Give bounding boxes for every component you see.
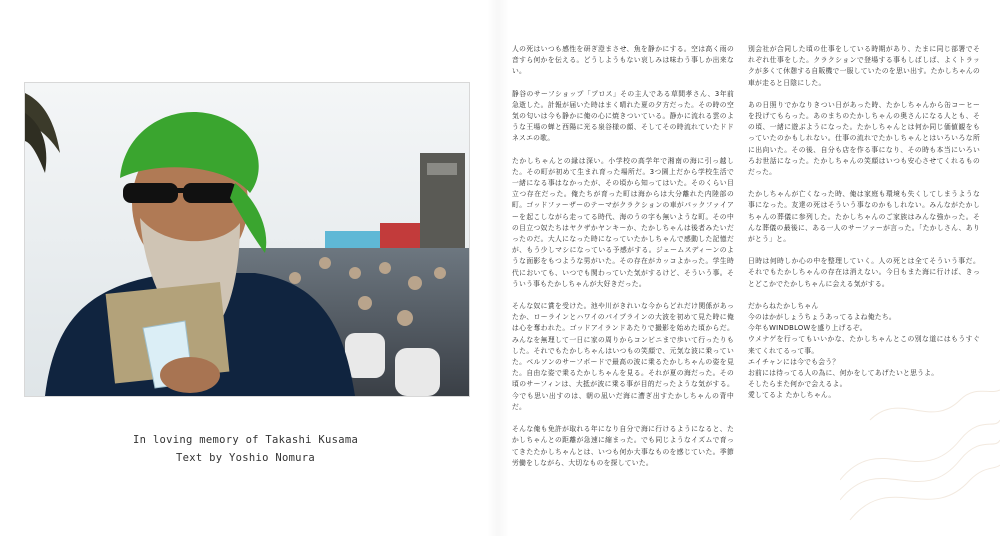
page-gutter (487, 0, 509, 536)
article-column-1 (512, 44, 734, 519)
paragraph: 静谷のサーフショップ「プロス」その主人である草間孝さん、3年前急逝した。計報が届いた時はまく晴れた夏の夕方だった。その時の空気の匂いは今も静かに俺の心に焼きついている。静かに流れる雲のような王場の蝉と西陽に光る泉谷様の顔、そしてその時流れていたドドネスエの歌。 (512, 89, 734, 143)
paragraph: たかしちゃんが亡くなった時、俺は家庭も環境も失くしてしまうような事になった。友達の死はそういう事なのかもしれない。みんながたかしちゃんの葬儀に参列した。たかしちゃんのご家族はみんな強かった。そんな葬儀の最後に、ある一人のサーファーが言った。「たかしさん、ありがとう」と。 (748, 190, 980, 244)
wave-decoration (840, 300, 1000, 530)
paragraph: 別会社が合同した頃の仕事をしている時期があり、たまに同じ部署でそれぞれ仕事をした。クラクションで登場する事もしばしば、よくトラックが多くて休憩する自販機で一服していたのを思い出す。たかしちゃんの車が走ると日陰にした。 (748, 45, 980, 87)
paragraph: そんな俺も免許が取れる年になり自分で海に行けるようになると、たかしちゃんとの距離が急速に縮まった。でも同じようなイズムで育ってきたたかしちゃんとは、いつも何か大事なものを感じていた。季節労働をしながら、大切なものを探していた。 (512, 425, 734, 467)
paragraph: たかしちゃんとの縁は深い。小学校の高学年で湘南の海に引っ越した。その町が初めて生まれ育った場所だ。3つ園上だから学校生活で一緒になる事はなかったが、その頃から知ってはいた。そのくらい目立つ存在だった。俺たちが育った町は海からは大分離れた内陸部の町。ゴッドファーザーのテーマがクラクションの車がパックファイアーを起こしながら走ってる時代、海のうの字も無いような町。その中の目立つ奴たちはヤクザかヤンキーか、たかしちゃんは後者みたいだったのだ。大人になった時になっていたかしちゃんで感動した記憶だが、もう少しマシになっている予感がする。ジェームスディーンのような面影をもつような男がいた。その存在がカッコよかった。学生時代においても、いつでも関わっていた気がするけど、そういう事。そういう事もたかしちゃんが大好きだった。 (512, 156, 734, 288)
paragraph: 人の死はいつも感性を研ぎ澄まさせ、魚を静かにする。空は高く雨の音すら何かを伝える。どうしようもない哀しみは味わう事しか出来ない。 (512, 45, 734, 76)
paragraph: 日時は何時しか心の中を整理していく。人の死とは全てそういう事だ。それでもたかしちゃんの存在は消えない。今日もまた海に行けば、きっとどこかでたかしちゃんに会える気がする。 (748, 257, 980, 288)
photo-illustration (25, 83, 469, 396)
caption-memorial: In loving memory of Takashi Kusama (133, 434, 359, 446)
caption-author: Text by Yoshio Nomura (176, 452, 316, 464)
memorial-photo (24, 82, 470, 397)
paragraph: あの日照りでかなりきつい日があった時、たかしちゃんから缶コーヒーを投げてもらった。あのまちのたかしちゃんの奥さんになる人とも、その頃、一緒に遊ぶようになった。たかしちゃんとは何か同じ価値観をもっていたのかもしれない。仕事の流れでたかしちゃんとはいろいろな所に出向いた。その後、自分も店を作る事になり、その時も本当にいろいろお世話になった。たかしちゃんの笑顔はいつも安心させてくれるものだった。 (748, 100, 980, 177)
paragraph: そんな奴に賞を受けた。池や川がきれいな今からどれだけ関係があったか、ローラインとハワイのパイプラインの大波を初めて見た時に俺は心を奪われた。ゴッドアイランドあたりで撮影を始めた頃からだ。みんなを無理して一日に家の周りからコンビニまで歩いて行ったりもした。それでもたかしちゃんはいつもの笑顔で、元気な波に乗っていた。ベルソンのサーフボードで最高の波に乗るたかしちゃんの姿を見た。自由な姿で乗るたかしちゃんを見る。それが夏の海だった。その頃のサーフィンは、大抵が波に乗る事が目的だったような気がする。今でも思い出すのは、朝の凪いだ海に漕ぎ出すたかしちゃんの背中だ。 (512, 302, 734, 411)
closing-letter: だからねたかしちゃん 今のはかがしょうちょうあってるよね俺たち。 今年もWINDBLOWを盛り上げるぞ。 ウメナゲを行ってもいいかな、たかしちゃんとこの別な道にはもうすぐ来てくれてるって事。 エイチャンには今でも会う？ お前には待ってる人の為に、何かをしてあげたいと思うよ。 そしたらまた何かで会えるよ。 愛してるよ たかしちゃん。 (748, 301, 980, 400)
